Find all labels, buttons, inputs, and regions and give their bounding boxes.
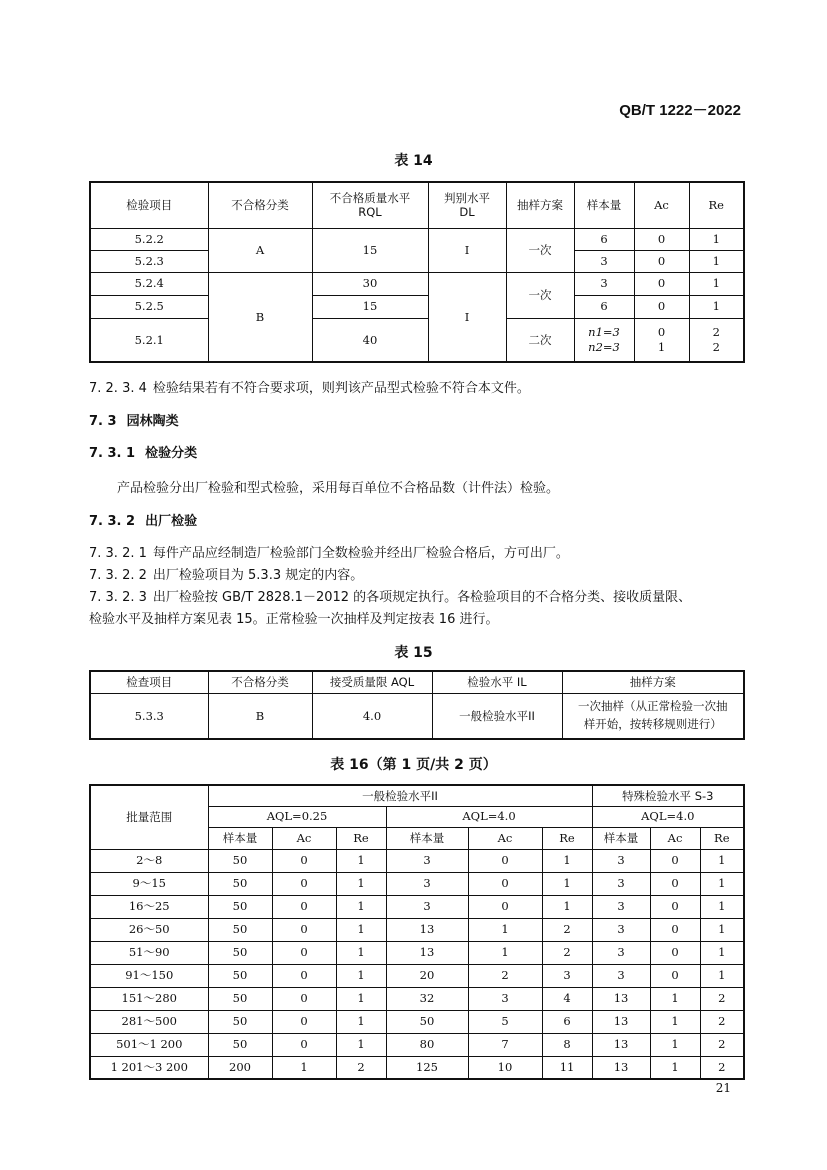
standard-code: QB/T 1222－2022 xyxy=(619,102,741,119)
t16-cell-sample-s3: 13 xyxy=(592,987,650,1010)
t16-cell-ac-s3: 0 xyxy=(650,964,700,987)
t16-cell-re-g025: 1 xyxy=(336,1010,386,1033)
t14-sample: 6 xyxy=(574,228,634,250)
t15-class: B xyxy=(208,693,312,739)
t16-cell-batch: 501～1 200 xyxy=(90,1033,208,1056)
t14-item: 5.2.3 xyxy=(90,250,208,272)
t16-cell-ac-s3: 0 xyxy=(650,918,700,941)
t16-h-general: 一般检验水平II xyxy=(208,785,592,806)
section-7-3-2: 7. 3. 2 出厂检验 xyxy=(89,514,198,529)
table-row xyxy=(90,1056,744,1079)
table15 xyxy=(89,670,745,740)
t16-cell-sample-s3: 13 xyxy=(592,1010,650,1033)
t16-cell-re-g40: 2 xyxy=(542,941,592,964)
t16-cell-sample-g025: 50 xyxy=(208,895,272,918)
t16-cell-re-g40: 1 xyxy=(542,895,592,918)
t14-h-re: Re xyxy=(689,182,744,228)
t15-h-aql: 接受质量限 AQL xyxy=(312,671,432,693)
t16-cell-sample-g025: 50 xyxy=(208,1033,272,1056)
t16-cell-ac-g025: 0 xyxy=(272,895,336,918)
t16-cell-ac-s3: 1 xyxy=(650,1010,700,1033)
t14-item: 5.2.1 xyxy=(90,318,208,362)
t14-ac: 0 xyxy=(634,228,689,250)
t14-sample-double: n1=3 n2=3 xyxy=(574,318,634,362)
section-7-3: 7. 3 园林陶类 xyxy=(89,414,179,429)
t16-cell-sample-g025: 200 xyxy=(208,1056,272,1079)
t16-cell-re-s3: 1 xyxy=(700,918,744,941)
table14 xyxy=(89,181,745,363)
t16-cell-sample-g025: 50 xyxy=(208,918,272,941)
t14-item: 5.2.2 xyxy=(90,228,208,250)
t14-re-double: 2 2 xyxy=(689,318,744,362)
t16-cell-sample-s3: 13 xyxy=(592,1056,650,1079)
t14-h-item: 检验项目 xyxy=(90,182,208,228)
t15-h-plan: 抽样方案 xyxy=(562,671,744,693)
t16-cell-ac-s3: 0 xyxy=(650,849,700,872)
t16-h-sample: 样本量 xyxy=(386,827,468,849)
t15-h-item: 检查项目 xyxy=(90,671,208,693)
t16-cell-sample-s3: 3 xyxy=(592,941,650,964)
t15-il: 一般检验水平II xyxy=(432,693,562,739)
t16-h-sample: 样本量 xyxy=(208,827,272,849)
t16-cell-sample-s3: 3 xyxy=(592,872,650,895)
t16-h-ac: Ac xyxy=(650,827,700,849)
t16-cell-ac-g40: 0 xyxy=(468,849,542,872)
t16-cell-sample-g025: 50 xyxy=(208,849,272,872)
t16-cell-re-g40: 2 xyxy=(542,918,592,941)
t16-cell-ac-g40: 1 xyxy=(468,941,542,964)
t14-sample: 3 xyxy=(574,272,634,295)
t16-cell-ac-g40: 3 xyxy=(468,987,542,1010)
clause-7-3-2-2: 7. 3. 2. 2 出厂检验项目为 5.3.3 规定的内容。 xyxy=(89,568,364,583)
t16-cell-ac-g40: 10 xyxy=(468,1056,542,1079)
t16-cell-sample-g40: 13 xyxy=(386,918,468,941)
t16-cell-ac-g025: 0 xyxy=(272,964,336,987)
t16-cell-re-g025: 1 xyxy=(336,964,386,987)
t16-cell-sample-g40: 3 xyxy=(386,849,468,872)
t16-cell-re-g025: 1 xyxy=(336,849,386,872)
table-row xyxy=(90,849,744,872)
t16-cell-batch: 151～280 xyxy=(90,987,208,1010)
t16-cell-sample-g025: 50 xyxy=(208,964,272,987)
t16-cell-sample-s3: 3 xyxy=(592,964,650,987)
t15-h-class: 不合格分类 xyxy=(208,671,312,693)
t14-item: 5.2.4 xyxy=(90,272,208,295)
t16-cell-re-g025: 1 xyxy=(336,987,386,1010)
t16-cell-re-g025: 1 xyxy=(336,918,386,941)
para-7-3-1: 产品检验分出厂检验和型式检验，采用每百单位不合格品数（计件法）检验。 xyxy=(117,481,560,496)
clause-7-3-2-3-cont: 检验水平及抽样方案见表 15。正常检验一次抽样及判定按表 16 进行。 xyxy=(89,612,499,627)
t16-cell-re-s3: 2 xyxy=(700,1010,744,1033)
t14-ac: 0 xyxy=(634,250,689,272)
t16-h-ac: Ac xyxy=(272,827,336,849)
table15-caption: 表 15 xyxy=(394,645,433,661)
t16-cell-batch: 1 201～3 200 xyxy=(90,1056,208,1079)
t16-cell-ac-g40: 0 xyxy=(468,872,542,895)
table-row xyxy=(90,895,744,918)
table-row xyxy=(90,1010,744,1033)
t16-cell-sample-g025: 50 xyxy=(208,941,272,964)
t14-sample: 3 xyxy=(574,250,634,272)
t14-h-class: 不合格分类 xyxy=(208,182,312,228)
table14-caption: 表 14 xyxy=(394,153,433,169)
clause-7-3-2-3: 7. 3. 2. 3 出厂检验按 GB/T 2828.1－2012 的各项规定执行。各检验项目的不合格分类、接收质量限、 xyxy=(89,590,692,605)
t16-cell-batch: 26～50 xyxy=(90,918,208,941)
t14-class: B xyxy=(208,272,312,362)
t16-cell-sample-g40: 3 xyxy=(386,872,468,895)
t16-cell-ac-g025: 0 xyxy=(272,941,336,964)
t16-cell-ac-g025: 0 xyxy=(272,872,336,895)
t16-cell-re-g40: 6 xyxy=(542,1010,592,1033)
t16-cell-re-g025: 1 xyxy=(336,941,386,964)
t14-re: 1 xyxy=(689,250,744,272)
t16-cell-re-g40: 1 xyxy=(542,849,592,872)
t16-cell-re-s3: 1 xyxy=(700,964,744,987)
t15-plan: 一次抽样（从正常检验一次抽 样开始，按转移规则进行） xyxy=(562,693,744,739)
t16-cell-sample-g40: 3 xyxy=(386,895,468,918)
table-row xyxy=(90,872,744,895)
t16-cell-ac-s3: 0 xyxy=(650,895,700,918)
t16-cell-ac-g025: 0 xyxy=(272,918,336,941)
t14-ac: 0 xyxy=(634,272,689,295)
t16-h-re: Re xyxy=(700,827,744,849)
t16-cell-batch: 16～25 xyxy=(90,895,208,918)
t16-cell-re-g40: 11 xyxy=(542,1056,592,1079)
t14-re: 1 xyxy=(689,272,744,295)
t16-cell-ac-g025: 0 xyxy=(272,1010,336,1033)
t16-cell-sample-g40: 50 xyxy=(386,1010,468,1033)
t16-cell-re-g025: 1 xyxy=(336,895,386,918)
t16-cell-re-s3: 1 xyxy=(700,941,744,964)
t14-rql: 40 xyxy=(312,318,428,362)
t16-cell-ac-g025: 0 xyxy=(272,1033,336,1056)
t14-plan: 一次 xyxy=(506,272,574,318)
t16-h-re: Re xyxy=(542,827,592,849)
t14-h-rql: 不合格质量水平 RQL xyxy=(312,182,428,228)
t16-h-sample: 样本量 xyxy=(592,827,650,849)
t14-dl: I xyxy=(428,228,506,272)
t16-cell-ac-g40: 7 xyxy=(468,1033,542,1056)
t14-class: A xyxy=(208,228,312,272)
section-7-3-1: 7. 3. 1 检验分类 xyxy=(89,446,198,461)
table16 xyxy=(89,784,745,1080)
t16-cell-batch: 91～150 xyxy=(90,964,208,987)
t14-ac-double: 0 1 xyxy=(634,318,689,362)
t16-cell-sample-g40: 13 xyxy=(386,941,468,964)
table-row xyxy=(90,918,744,941)
table-row xyxy=(90,941,744,964)
t14-h-plan: 抽样方案 xyxy=(506,182,574,228)
t14-sample: 6 xyxy=(574,295,634,318)
t16-cell-sample-g40: 125 xyxy=(386,1056,468,1079)
t16-h-special: 特殊检验水平 S-3 xyxy=(592,785,744,806)
t15-aql: 4.0 xyxy=(312,693,432,739)
t16-cell-ac-s3: 0 xyxy=(650,872,700,895)
t16-h-aql1: AQL=0.25 xyxy=(208,806,386,827)
t16-cell-ac-s3: 0 xyxy=(650,941,700,964)
t14-re: 1 xyxy=(689,295,744,318)
t16-cell-sample-g025: 50 xyxy=(208,987,272,1010)
t16-h-aql2: AQL=4.0 xyxy=(386,806,592,827)
table16-caption: 表 16（第 1 页/共 2 页） xyxy=(330,757,497,773)
t16-cell-ac-s3: 1 xyxy=(650,987,700,1010)
t16-cell-ac-s3: 1 xyxy=(650,1033,700,1056)
t16-cell-re-s3: 1 xyxy=(700,895,744,918)
t16-h-ac: Ac xyxy=(468,827,542,849)
t16-cell-batch: 9～15 xyxy=(90,872,208,895)
t14-re: 1 xyxy=(689,228,744,250)
t14-item: 5.2.5 xyxy=(90,295,208,318)
t16-cell-sample-g40: 32 xyxy=(386,987,468,1010)
t16-cell-ac-g025: 0 xyxy=(272,987,336,1010)
table-row xyxy=(90,1033,744,1056)
t16-cell-re-g40: 3 xyxy=(542,964,592,987)
t16-cell-ac-g025: 1 xyxy=(272,1056,336,1079)
t14-dl: I xyxy=(428,272,506,362)
t16-cell-sample-s3: 3 xyxy=(592,895,650,918)
t16-cell-re-g40: 8 xyxy=(542,1033,592,1056)
t14-rql: 15 xyxy=(312,228,428,272)
t16-cell-sample-g40: 80 xyxy=(386,1033,468,1056)
t16-h-aql3: AQL=4.0 xyxy=(592,806,744,827)
t15-item: 5.3.3 xyxy=(90,693,208,739)
t16-cell-sample-s3: 3 xyxy=(592,849,650,872)
t16-cell-sample-g40: 20 xyxy=(386,964,468,987)
t14-h-sample: 样本量 xyxy=(574,182,634,228)
t16-cell-re-g025: 1 xyxy=(336,1033,386,1056)
t16-cell-ac-g025: 0 xyxy=(272,849,336,872)
t16-cell-re-g025: 1 xyxy=(336,872,386,895)
t16-h-batch: 批量范围 xyxy=(90,785,208,849)
t16-cell-ac-s3: 1 xyxy=(650,1056,700,1079)
t16-cell-sample-g025: 50 xyxy=(208,1010,272,1033)
page-number: 21 xyxy=(715,1081,731,1095)
t14-rql: 30 xyxy=(312,272,428,295)
t16-cell-re-g40: 4 xyxy=(542,987,592,1010)
t16-cell-ac-g40: 0 xyxy=(468,895,542,918)
t16-cell-sample-s3: 13 xyxy=(592,1033,650,1056)
t16-cell-batch: 281～500 xyxy=(90,1010,208,1033)
t15-h-il: 检验水平 IL xyxy=(432,671,562,693)
clause-7-3-2-1: 7. 3. 2. 1 每件产品应经制造厂检验部门全数检验并经出厂检验合格后，方可出厂。 xyxy=(89,546,569,561)
t16-cell-re-s3: 2 xyxy=(700,1033,744,1056)
t16-cell-re-s3: 1 xyxy=(700,849,744,872)
clause-7-2-3-4: 7. 2. 3. 4 检验结果若有不符合要求项，则判该产品型式检验不符合本文件。 xyxy=(89,381,530,396)
t16-cell-re-s3: 2 xyxy=(700,1056,744,1079)
t16-cell-sample-g025: 50 xyxy=(208,872,272,895)
t14-h-dl: 判别水平 DL xyxy=(428,182,506,228)
t16-cell-sample-s3: 3 xyxy=(592,918,650,941)
t16-cell-ac-g40: 1 xyxy=(468,918,542,941)
t16-cell-re-s3: 2 xyxy=(700,987,744,1010)
t16-cell-ac-g40: 5 xyxy=(468,1010,542,1033)
table-row xyxy=(90,987,744,1010)
t16-cell-re-s3: 1 xyxy=(700,872,744,895)
t14-rql: 15 xyxy=(312,295,428,318)
t16-cell-re-g40: 1 xyxy=(542,872,592,895)
t16-cell-re-g025: 2 xyxy=(336,1056,386,1079)
t16-cell-ac-g40: 2 xyxy=(468,964,542,987)
t14-plan: 一次 xyxy=(506,228,574,272)
t16-h-re: Re xyxy=(336,827,386,849)
t16-cell-batch: 2～8 xyxy=(90,849,208,872)
t14-h-ac: Ac xyxy=(634,182,689,228)
t14-ac: 0 xyxy=(634,295,689,318)
table-row xyxy=(90,964,744,987)
t14-plan: 二次 xyxy=(506,318,574,362)
t16-cell-batch: 51～90 xyxy=(90,941,208,964)
